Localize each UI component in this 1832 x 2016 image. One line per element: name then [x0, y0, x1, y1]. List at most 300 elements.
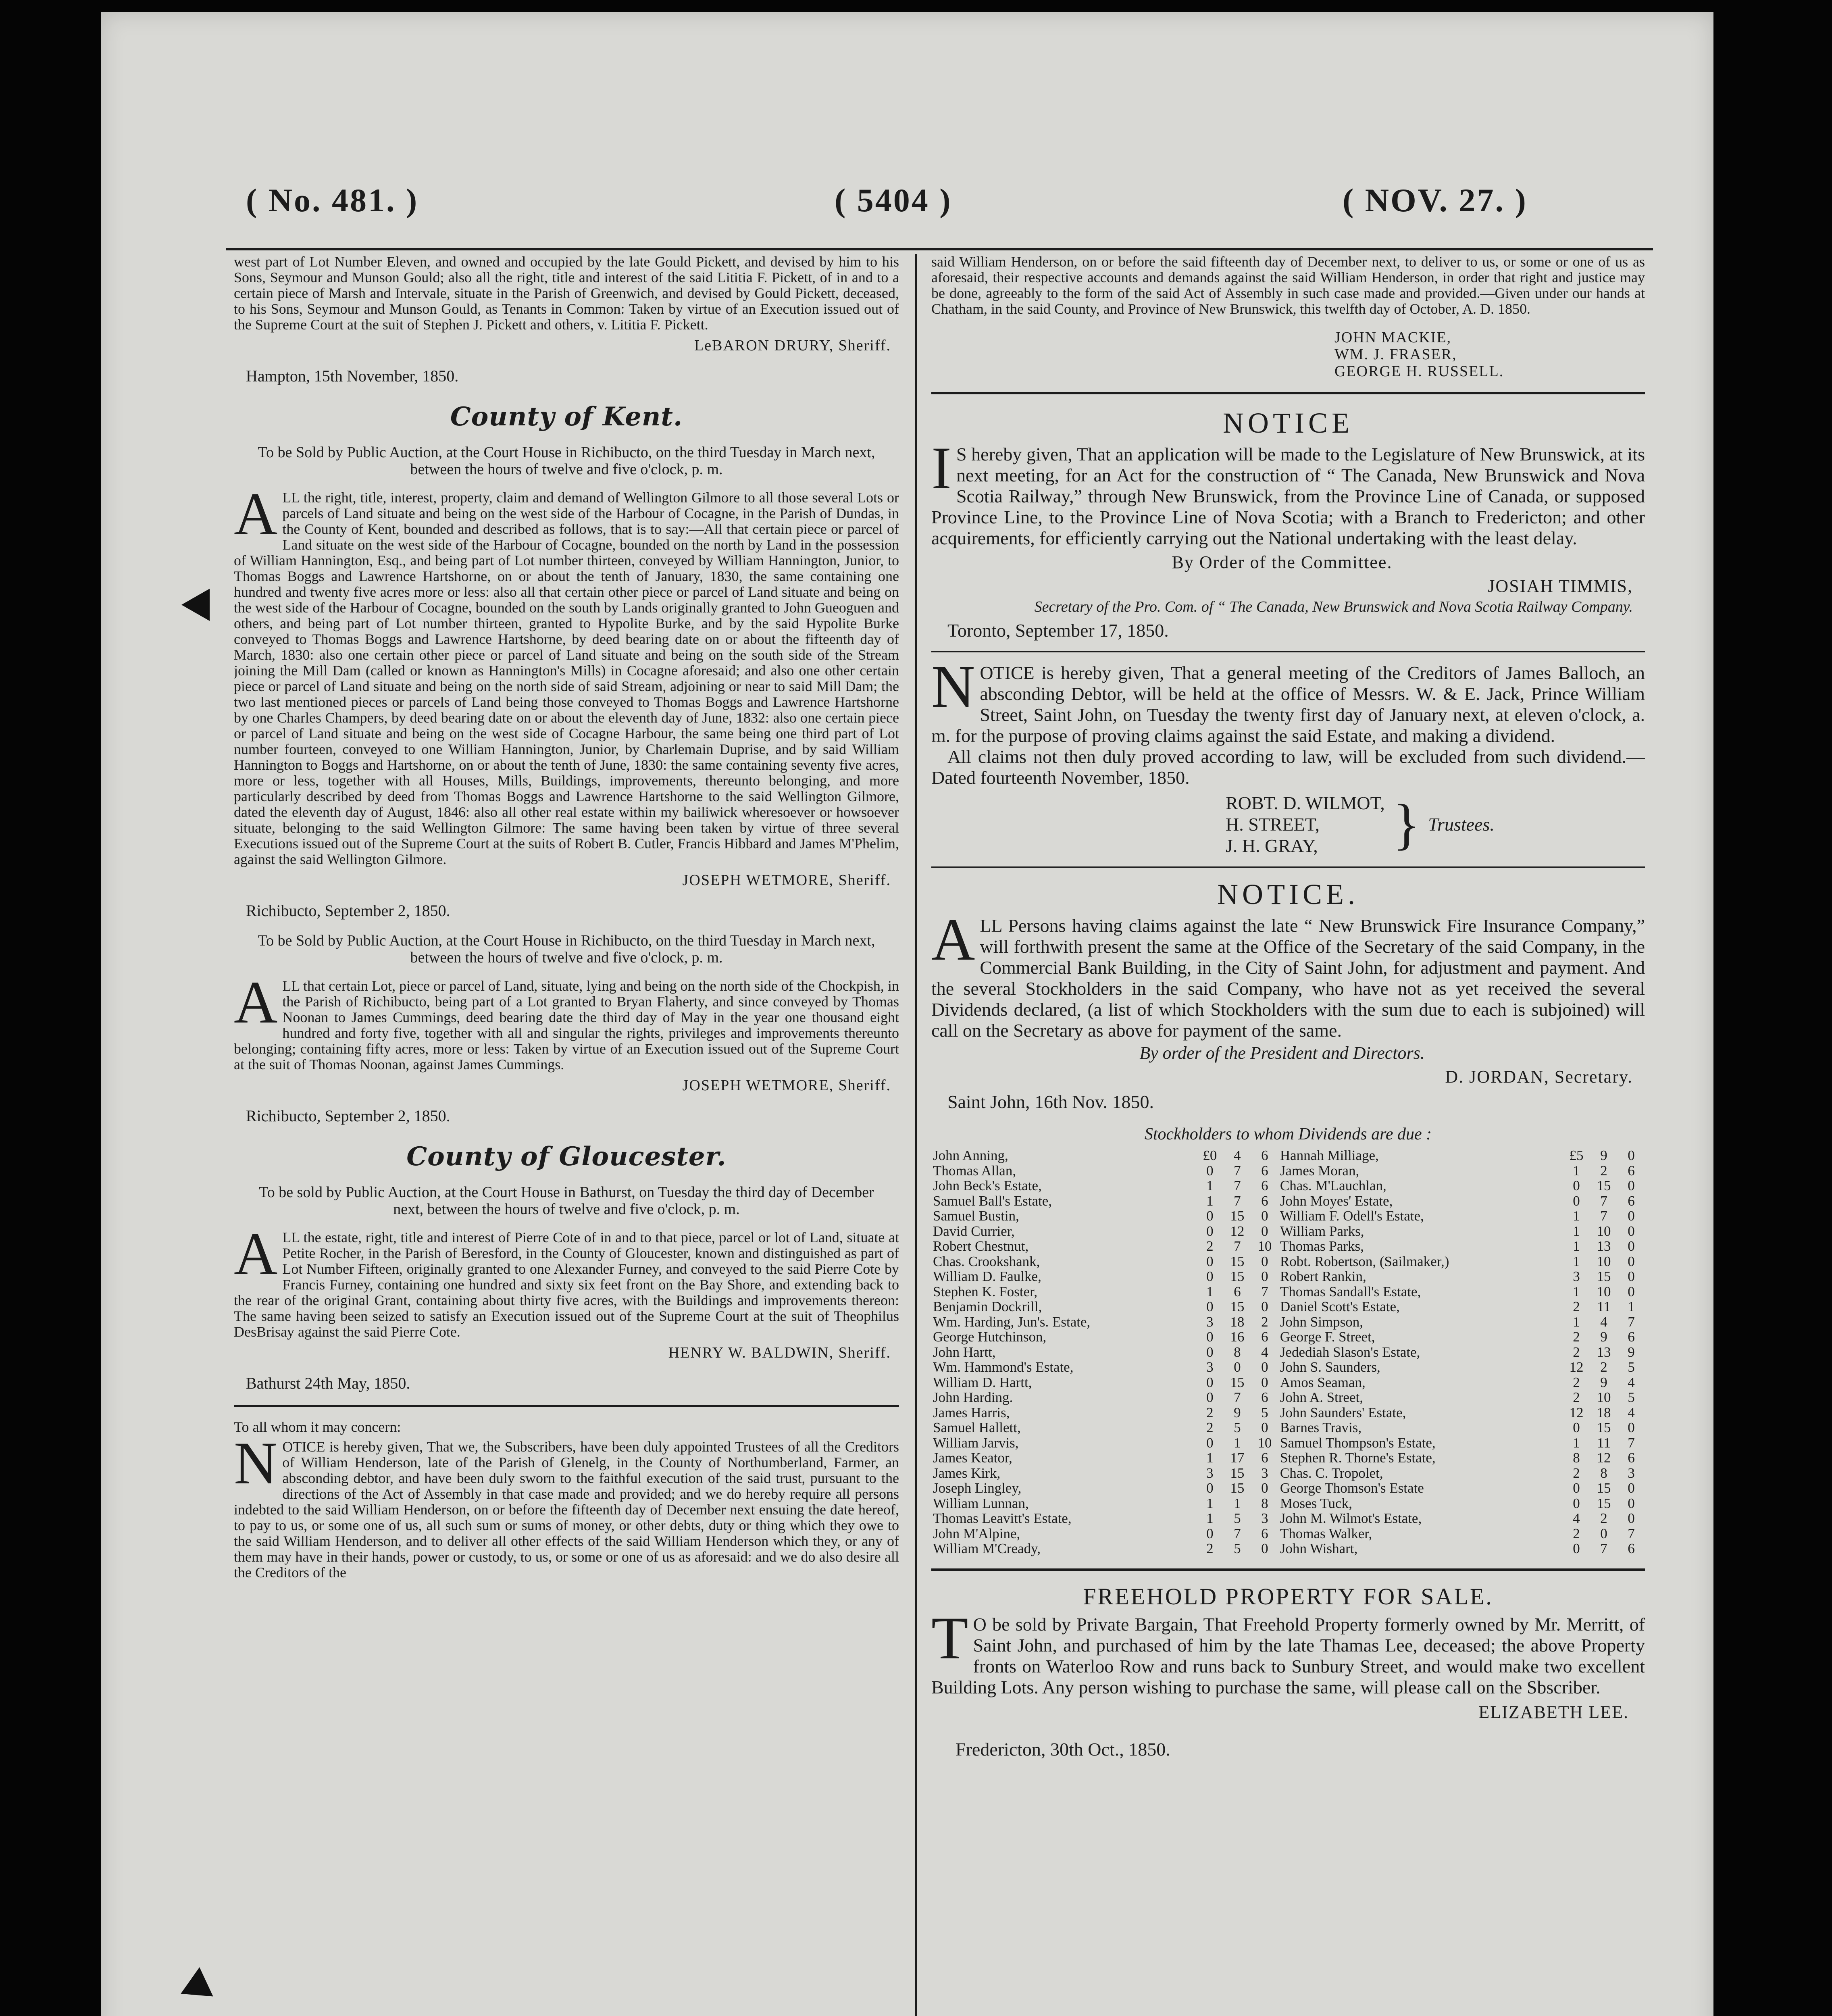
stockholder-name: John S. Saunders, — [1280, 1359, 1380, 1375]
signer: JOHN MACKIE, — [1334, 329, 1451, 346]
notice-date: Bathurst 24th May, 1850. — [246, 1374, 410, 1392]
signer: D. JORDAN, Secretary. — [1445, 1067, 1633, 1087]
trustees-label: Trustees. — [1428, 814, 1495, 835]
dividend-amount: 1 — [1628, 1299, 1635, 1314]
dividend-amount: 18 — [1597, 1404, 1611, 1420]
table-row — [931, 1511, 1645, 1526]
dividend-amount: 9 — [1628, 1344, 1635, 1360]
dividend-amount: 1 — [1206, 1283, 1214, 1300]
dividend-amount: 0 — [1261, 1268, 1268, 1284]
dividend-amount: 10 — [1597, 1389, 1611, 1405]
dividend-amount: 1 — [1206, 1510, 1214, 1526]
dividend-amount: 0 — [1628, 1148, 1635, 1163]
dividend-amount: 9 — [1600, 1374, 1607, 1390]
kent-notices — [234, 402, 899, 1125]
dividend-amount: 11 — [1597, 1299, 1611, 1314]
stockholder-name: Thomas Parks, — [1280, 1238, 1364, 1254]
table-row — [931, 1224, 1645, 1239]
pickett-notice — [234, 254, 899, 385]
dividend-amount: 12 — [1230, 1223, 1245, 1239]
stockholder-name: George Thomson's Estate — [1280, 1480, 1424, 1496]
stockholder-name: David Currier, — [933, 1223, 1015, 1239]
dividend-amount: 7 — [1600, 1541, 1607, 1556]
stockholder-name: James Moran, — [1280, 1162, 1359, 1179]
dividend-amount: 13 — [1597, 1344, 1611, 1360]
dividend-amount: 16 — [1230, 1329, 1245, 1345]
notice-date: Richibucto, September 2, 1850. — [246, 1107, 450, 1125]
dividend-amount: 7 — [1600, 1208, 1607, 1224]
dividend-amount: £5 — [1569, 1148, 1584, 1163]
dividend-amount: 6 — [1628, 1329, 1635, 1345]
stockholder-name: James Harris, — [933, 1404, 1010, 1420]
dividend-amount: 2 — [1573, 1465, 1580, 1481]
dividend-amount: 2 — [1600, 1162, 1607, 1179]
table-row — [931, 1254, 1645, 1269]
dividend-amount: 0 — [1206, 1480, 1214, 1496]
section-rule — [931, 392, 1645, 394]
drop-cap: A — [234, 481, 278, 548]
dividend-amount: 0 — [1261, 1374, 1268, 1390]
freehold-notice — [931, 1583, 1645, 1760]
dividend-amount: 2 — [1206, 1238, 1214, 1254]
dividend-amount: 1 — [1573, 1314, 1580, 1330]
dividend-amount: 15 — [1597, 1268, 1611, 1284]
dividend-amount: 1 — [1573, 1162, 1580, 1179]
dividend-amount: £0 — [1203, 1148, 1217, 1163]
dividend-amount: 0 — [1573, 1193, 1580, 1209]
sheriff-signature: HENRY W. BALDWIN, Sheriff. — [668, 1344, 891, 1361]
dividend-amount: 10 — [1257, 1435, 1272, 1451]
stockholder-name: Stephen R. Thorne's Estate, — [1280, 1450, 1436, 1466]
county-title: County of Kent. — [450, 402, 683, 432]
dividend-amount: 7 — [1234, 1178, 1241, 1193]
dividend-amount: 3 — [1628, 1465, 1635, 1481]
dividend-amount: 0 — [1206, 1208, 1214, 1224]
stockholder-name: Thomas Allan, — [933, 1162, 1016, 1179]
table-row — [931, 1163, 1645, 1179]
table-row — [931, 1360, 1645, 1375]
stockholder-name: John Anning, — [933, 1148, 1008, 1163]
dividend-amount: 15 — [1597, 1420, 1611, 1435]
dividend-amount: 3 — [1206, 1359, 1214, 1375]
section-rule — [931, 651, 1645, 652]
notice-text: I S hereby given, That an application will be made to the Legislature of New Brunswick, at its next meeting, for an Act for the construction of “ The Canada, New Brunswick and Nova Scotia Railway,” through New Brunswick, from the Province Line of Canada, or supposed Province Line, to the Province Line of Nova Scotia; with a Branch to Fredericton; and other acquirements, for efficiently carrying out the National undertaking with the least delay. — [931, 435, 1645, 548]
dividend-amount: 0 — [1206, 1223, 1214, 1239]
table-row — [931, 1299, 1645, 1314]
dividend-amount: 0 — [1206, 1268, 1214, 1284]
notice-text: All claims not then duly proved according to law, will be excluded from such dividend.—Dated fourteenth November, 1850. — [931, 746, 1645, 788]
notice-text: T O be sold by Private Bargain, That Freehold Property formerly owned by Mr. Merritt, of Saint John, and purchased of him by the late Thamas Lee, deceased; the above Property fronts on Waterloo Row and runs back to Sunbury Street, and would make two excellent Building Lots. Any person wishing to purchase the same, will please call on the Sbscriber. — [931, 1604, 1645, 1697]
table-row — [931, 1375, 1645, 1390]
dividend-amount: 0 — [1261, 1359, 1268, 1375]
dividend-amount: 0 — [1261, 1480, 1268, 1496]
sale-lead: To be Sold by Public Auction, at the Court House in Richibucto, on the third Tuesday in March next, between the hours of twelve and five o'clock, p. m. — [258, 932, 875, 966]
notice-text: ALL that certain Lot, piece or parcel of Land, situate, lying and being on the north side of the Chockpish, in the Parish of Richibucto, being part of a Lot granted to Bryan Flaherty, and since conveyed by Thomas Noonan to James Cummings, deed bearing date the third day of May in the year one thousand eight hundred and forty five, together with all and singular the rights, privileges and improvements thereunto belonging; containing fifty acres, more or less: Taken by virtue of an Execution issued out of the Supreme Court at the suit of Thomas Noonan, against James Cummings. — [234, 969, 899, 1073]
dividend-amount: 0 — [1234, 1359, 1241, 1375]
stockholder-name: John M'Alpine, — [933, 1525, 1020, 1541]
dividend-amount: 5 — [1234, 1420, 1241, 1435]
signer: JOSIAH TIMMIS, — [1488, 576, 1633, 596]
dividend-amount: 0 — [1573, 1495, 1580, 1511]
drop-cap: N — [234, 1430, 278, 1497]
header-rule — [226, 248, 1653, 250]
dividend-amount: 15 — [1230, 1299, 1245, 1314]
dividend-amount: 0 — [1628, 1283, 1635, 1300]
dividend-amount: 1 — [1206, 1178, 1214, 1193]
column-divider — [915, 254, 917, 2016]
trustee-name: J. H. GRAY, — [1226, 835, 1318, 856]
balloch-notice — [931, 653, 1645, 856]
stockholder-name: Amos Seaman, — [1280, 1374, 1366, 1390]
stock-title: Stockholders to whom Dividends are due : — [1144, 1125, 1432, 1143]
dividend-amount: 1 — [1234, 1495, 1241, 1511]
sheriff-signature: JOSEPH WETMORE, Sheriff. — [682, 1077, 891, 1094]
sale-lead: To be Sold by Public Auction, at the Court House in Richibucto, on the third Tuesday in March next, between the hours of twelve and five o'clock, p. m. — [258, 444, 875, 478]
stockholder-name: Robert Chestnut, — [933, 1238, 1029, 1254]
table-row — [931, 1345, 1645, 1360]
stockholder-name: William Jarvis, — [933, 1435, 1019, 1451]
trustee-list — [931, 792, 1645, 856]
stockholder-name: Hannah Milliage, — [1280, 1148, 1379, 1163]
dividend-amount: 15 — [1597, 1178, 1611, 1193]
dividend-amount: 4 — [1261, 1344, 1268, 1360]
signer-title: Secretary of the Pro. Com. of “ The Canada, New Brunswick and Nova Scotia Railway Company. — [1034, 598, 1633, 615]
stockholder-name: William Lunnan, — [933, 1495, 1029, 1511]
dividend-amount: 7 — [1234, 1389, 1241, 1405]
dividend-amount: 2 — [1600, 1359, 1607, 1375]
dividend-amount: 9 — [1234, 1404, 1241, 1420]
stockholder-name: John Simpson, — [1280, 1314, 1364, 1330]
notice-text: NOTICE is hereby given, That we, the Subscribers, have been duly appointed Trustees of all the Creditors of William Henderson, late of the Parish of Glenelg, in the County of Northumberland, Farmer, an absconding debtor, and have been duly sworn to the faithful execution of the said trust, pursuant to the directions of the Act of Assembly in that case made and provided; and we do hereby require all persons indebted to the said William Henderson, on or before the fifteenth day of December next ensuing the date hereof, to pay to us, or some one of us, all such sum or sums of money, or other debts, duty or thing which they owe to the said William Henderson, and to deliver all other effects of the said William Henderson which they, or any of them may have in their hands, power or custody, to us, or some or one of us as aforesaid: and we do also desire all the Creditors of the — [234, 1430, 899, 1581]
dividend-amount: 8 — [1600, 1465, 1607, 1481]
trustee-name: H. STREET, — [1226, 814, 1320, 835]
stockholder-name: John Hartt, — [933, 1344, 996, 1360]
salutation: To all whom it may concern: — [234, 1419, 401, 1435]
dividend-amount: 5 — [1234, 1510, 1241, 1526]
sheriff-signature: LeBARON DRURY, Sheriff. — [694, 337, 891, 354]
dividend-amount: 0 — [1573, 1541, 1580, 1556]
stockholder-name: Barnes Travis, — [1280, 1420, 1362, 1435]
dividend-amount: 0 — [1261, 1223, 1268, 1239]
dividend-amount: 4 — [1573, 1510, 1580, 1526]
dividend-amount: 2 — [1573, 1525, 1580, 1541]
dividend-amount: 6 — [1628, 1162, 1635, 1179]
dividend-amount: 9 — [1600, 1329, 1607, 1345]
drop-cap: A — [931, 906, 975, 973]
dividend-amount: 1 — [1573, 1435, 1580, 1451]
county-title: County of Gloucester. — [406, 1141, 727, 1172]
stockholder-name: Chas. C. Tropolet, — [1280, 1465, 1383, 1481]
section-rule — [931, 866, 1645, 868]
notice-text: ALL the estate, right, title and interest of Pierre Cote of in and to that piece, parcel or lot of Land, situate at Petite Rocher, in the Parish of Beresford, in the County of Gloucester, known and distinguished as part of Lot Number Fifteen, originally granted to one Alexander Furney, and conveyed to the said Pierre Cote by Francis Furney, containing one hundred and sixty six feet front on the Bay Shore, and extending back to the rear of the original Grant, containing about thirty five acres, with the Buildings and improvements thereon: The same having been seized to satisfy an Execution issued out of the Supreme Court at the suit of Theophilus DesBrisay against the said Pierre Cote. — [234, 1220, 899, 1340]
dividend-amount: 0 — [1261, 1420, 1268, 1435]
right-column — [931, 254, 1645, 2016]
dividend-amount: 1 — [1573, 1223, 1580, 1239]
stockholder-name: George F. Street, — [1280, 1329, 1375, 1345]
sheriff-signature: JOSEPH WETMORE, Sheriff. — [682, 872, 891, 889]
dividend-amount: 2 — [1573, 1299, 1580, 1314]
dividend-amount: 12 — [1569, 1404, 1584, 1420]
newspaper-page — [101, 12, 1713, 2016]
table-row — [931, 1435, 1645, 1451]
dividend-amount: 15 — [1230, 1480, 1245, 1496]
table-row — [931, 1466, 1645, 1481]
dividend-amount: 1 — [1573, 1238, 1580, 1254]
table-row — [931, 1405, 1645, 1420]
dividend-amount: 10 — [1597, 1253, 1611, 1269]
dividend-amount: 3 — [1206, 1314, 1214, 1330]
dividend-amount: 0 — [1261, 1208, 1268, 1224]
dividend-amount: 0 — [1206, 1253, 1214, 1269]
stockholder-name: Chas. M'Lauchlan, — [1280, 1178, 1386, 1193]
dividend-amount: 5 — [1261, 1404, 1268, 1420]
dividend-amount: 10 — [1597, 1283, 1611, 1300]
section-rule — [931, 1568, 1645, 1571]
dividend-amount: 8 — [1234, 1344, 1241, 1360]
dividend-amount: 11 — [1597, 1435, 1611, 1451]
dividend-amount: 2 — [1206, 1541, 1214, 1556]
dividend-amount: 0 — [1206, 1389, 1214, 1405]
dividend-amount: 0 — [1628, 1480, 1635, 1496]
dividend-amount: 0 — [1573, 1420, 1580, 1435]
dividend-amount: 0 — [1206, 1435, 1214, 1451]
stockholder-name: John Beck's Estate, — [933, 1178, 1042, 1193]
table-row — [931, 1314, 1645, 1330]
dividend-amount: 6 — [1628, 1193, 1635, 1209]
dividend-amount: 3 — [1261, 1465, 1268, 1481]
table-row — [931, 1284, 1645, 1300]
table-row — [931, 1329, 1645, 1345]
table-row — [931, 1208, 1645, 1224]
stockholder-name: William M'Cready, — [933, 1541, 1041, 1556]
dividend-amount: 8 — [1261, 1495, 1268, 1511]
dividend-amount: 0 — [1628, 1208, 1635, 1224]
dividend-amount: 7 — [1234, 1162, 1241, 1179]
table-row — [931, 1541, 1645, 1556]
stockholder-name: Samuel Bustin, — [933, 1208, 1019, 1224]
dividend-amount: 0 — [1628, 1223, 1635, 1239]
stockholder-name: James Kirk, — [933, 1465, 1001, 1481]
dividend-amount: 12 — [1597, 1450, 1611, 1466]
drop-cap: I — [931, 435, 951, 502]
dividend-amount: 6 — [1234, 1283, 1241, 1300]
dividend-amount: 6 — [1261, 1329, 1268, 1345]
dividend-amount: 6 — [1261, 1389, 1268, 1405]
stockholder-name: James Keator, — [933, 1450, 1012, 1466]
stockholder-name: William Parks, — [1280, 1223, 1364, 1239]
henderson-notice — [234, 1419, 899, 1581]
dividend-amount: 8 — [1573, 1450, 1580, 1466]
stockholder-name: William D. Faulke, — [933, 1268, 1041, 1284]
trustee-name: ROBT. D. WILMOT, — [1226, 793, 1385, 813]
table-row — [931, 1193, 1645, 1209]
dividend-amount: 7 — [1234, 1193, 1241, 1209]
dividend-amount: 15 — [1230, 1253, 1245, 1269]
dividend-amount: 0 — [1573, 1480, 1580, 1496]
dividend-amount: 6 — [1261, 1162, 1268, 1179]
stockholder-name: Samuel Hallett, — [933, 1420, 1021, 1435]
dividend-amount: 3 — [1573, 1268, 1580, 1284]
drop-cap: T — [931, 1604, 968, 1672]
dividend-amount: 1 — [1573, 1253, 1580, 1269]
dividend-amount: 2 — [1573, 1329, 1580, 1345]
page-header — [101, 181, 1713, 234]
notice-title: NOTICE — [1223, 407, 1353, 439]
dividend-amount: 2 — [1206, 1420, 1214, 1435]
dividend-amount: 0 — [1206, 1525, 1214, 1541]
notice-date: Toronto, September 17, 1850. — [947, 620, 1169, 641]
section-rule — [234, 1405, 899, 1407]
table-row — [931, 1420, 1645, 1435]
dividend-amount: 2 — [1206, 1404, 1214, 1420]
stockholder-name: William D. Hartt, — [933, 1374, 1032, 1390]
stockholder-name: Thomas Walker, — [1280, 1525, 1372, 1541]
dividend-amount: 0 — [1573, 1178, 1580, 1193]
stockholder-name: William F. Odell's Estate, — [1280, 1208, 1424, 1224]
pointer-mark-icon — [181, 589, 210, 621]
dividend-amount: 0 — [1261, 1253, 1268, 1269]
table-row — [931, 1481, 1645, 1496]
notice-date: Hampton, 15th November, 1850. — [246, 367, 459, 385]
dividend-amount: 6 — [1261, 1450, 1268, 1466]
notice-text: NOTICE is hereby given, That a general meeting of the Creditors of James Balloch, an absconding Debtor, will be held at the office of Messrs. W. & E. Jack, Prince William Street, Saint John, on Tuesday the twenty first day of January next, at eleven o'clock, a. m. for the purpose of proving claims against the said Estate, and making a dividend. — [931, 653, 1645, 746]
dividend-amount: 17 — [1230, 1450, 1245, 1466]
drop-cap: A — [234, 969, 278, 1036]
table-row — [931, 1148, 1645, 1163]
dividend-amount: 6 — [1261, 1178, 1268, 1193]
dividend-amount: 15 — [1230, 1208, 1245, 1224]
table-row — [931, 1178, 1645, 1193]
stockholder-name: Daniel Scott's Estate, — [1280, 1299, 1400, 1314]
stockholder-name: Robt. Robertson, (Sailmaker,) — [1280, 1253, 1449, 1269]
stockholder-name: John Moyes' Estate, — [1280, 1193, 1393, 1209]
order-line: By order of the President and Directors. — [1139, 1043, 1425, 1063]
stockholder-name: Robert Rankin, — [1280, 1268, 1366, 1284]
dividend-amount: 10 — [1597, 1223, 1611, 1239]
dividend-amount: 0 — [1628, 1253, 1635, 1269]
dividend-amount: 18 — [1230, 1314, 1245, 1330]
dividend-amount: 0 — [1261, 1299, 1268, 1314]
issue-date: ( NOV. 27. ) — [1343, 182, 1528, 219]
dividend-amount: 12 — [1569, 1359, 1584, 1375]
railway-notice — [931, 406, 1645, 641]
dividend-amount: 0 — [1628, 1495, 1635, 1511]
dividend-amount: 0 — [1206, 1344, 1214, 1360]
dividend-amount: 4 — [1628, 1374, 1635, 1390]
stockholder-name: Stephen K. Foster, — [933, 1283, 1038, 1300]
pointer-mark-icon — [174, 1967, 213, 2008]
dividend-amount: 15 — [1597, 1480, 1611, 1496]
dividend-amount: 9 — [1600, 1148, 1607, 1163]
dividend-amount: 1 — [1573, 1208, 1580, 1224]
stockholder-name: Moses Tuck, — [1280, 1495, 1352, 1511]
dividend-amount: 6 — [1261, 1148, 1268, 1163]
stockholder-name: Samuel Thompson's Estate, — [1280, 1435, 1436, 1451]
signer: ELIZABETH LEE. — [1478, 1702, 1629, 1722]
dividend-amount: 2 — [1600, 1510, 1607, 1526]
stockholder-name: John Saunders' Estate, — [1280, 1404, 1406, 1420]
stockholder-name: George Hutchinson, — [933, 1329, 1047, 1345]
dividend-amount: 2 — [1573, 1374, 1580, 1390]
dividend-amount: 2 — [1261, 1314, 1268, 1330]
dividend-amount: 0 — [1628, 1420, 1635, 1435]
dividend-amount: 15 — [1597, 1495, 1611, 1511]
dividend-amount: 0 — [1628, 1238, 1635, 1254]
dividend-amount: 2 — [1573, 1344, 1580, 1360]
gloucester-notice — [234, 1141, 899, 1393]
dividend-amount: 6 — [1628, 1541, 1635, 1556]
dividend-amount: 15 — [1230, 1268, 1245, 1284]
dividend-amount: 0 — [1628, 1178, 1635, 1193]
dividend-amount: 7 — [1628, 1525, 1635, 1541]
dividend-amount: 1 — [1206, 1495, 1214, 1511]
dividend-amount: 1 — [1234, 1435, 1241, 1451]
table-row — [931, 1496, 1645, 1511]
notice-text: ALL Persons having claims against the late “ New Brunswick Fire Insurance Company,” will forthwith present the same at the Office of the Secretary of the said Company, in the Commercial Bank Building, in the City of Saint John, for adjustment and payment. And the several Stockholders in the said Company, who have not as yet received the several Dividends declared, (a list of which Stockholders with the sum due to each is subjoined) will call on the Secretary as above for payment of the same. — [931, 906, 1645, 1041]
stockholder-name: Chas. Crookshank, — [933, 1253, 1040, 1269]
dividend-amount: 3 — [1261, 1510, 1268, 1526]
table-row — [931, 1269, 1645, 1284]
stockholder-name: Joseph Lingley, — [933, 1480, 1022, 1496]
henderson-continued — [931, 254, 1645, 380]
dividend-amount: 3 — [1206, 1465, 1214, 1481]
dividend-amount: 7 — [1628, 1314, 1635, 1330]
dividend-amount: 6 — [1261, 1193, 1268, 1209]
drop-cap: N — [931, 653, 975, 720]
left-column — [234, 254, 899, 2016]
brace-icon: } — [1393, 793, 1420, 856]
table-row — [931, 1450, 1645, 1466]
signer: GEORGE H. RUSSELL. — [1334, 363, 1504, 380]
dividend-amount: 6 — [1261, 1525, 1268, 1541]
stockholder-name: John M. Wilmot's Estate, — [1280, 1510, 1422, 1526]
dividend-amount: 6 — [1628, 1450, 1635, 1466]
sale-lead: To be sold by Public Auction, at the Court House in Bathurst, on Tuesday the third day of December next, between the hours of twelve and five o'clock, p. m. — [259, 1184, 874, 1218]
table-row — [931, 1526, 1645, 1541]
stockholder-name: Benjamin Dockrill, — [933, 1299, 1042, 1314]
stockholder-name: Wm. Harding, Jun's. Estate, — [933, 1314, 1091, 1330]
dividend-amount: 4 — [1600, 1314, 1607, 1330]
dividend-amount: 5 — [1628, 1389, 1635, 1405]
dividend-amount: 1 — [1206, 1450, 1214, 1466]
dividend-amount: 0 — [1261, 1541, 1268, 1556]
table-row — [931, 1239, 1645, 1254]
dividend-amount: 0 — [1206, 1329, 1214, 1345]
drop-cap: A — [234, 1220, 278, 1287]
dividend-amount: 1 — [1206, 1193, 1214, 1209]
dividend-amount: 7 — [1628, 1435, 1635, 1451]
stockholder-name: Thomas Leavitt's Estate, — [933, 1510, 1072, 1526]
notice-date: Saint John, 16th Nov. 1850. — [947, 1091, 1154, 1112]
stockholder-name: John A. Street, — [1280, 1389, 1363, 1405]
notice-title: NOTICE. — [1217, 878, 1359, 910]
stockholder-name: Jedediah Slason's Estate, — [1280, 1344, 1420, 1360]
page-number: ( 5404 ) — [835, 182, 952, 219]
notice-title: FREEHOLD PROPERTY FOR SALE. — [1083, 1583, 1493, 1610]
dividend-amount: 0 — [1206, 1299, 1214, 1314]
insurance-notice — [931, 878, 1645, 1556]
dividend-amount: 4 — [1234, 1148, 1241, 1163]
notice-text: west part of Lot Number Eleven, and owned and occupied by the late Gould Pickett, and devised by him to his Sons, Seymour and Munson Gould; also all the right, title and interest of the said Lititia F. Pickett, of in and to a certain piece of Marsh and Intervale, situate in the Parish of Greenwich, and devised by Gould Pickett, deceased, to his Sons, Seymour and Munson Gould, as Tenants in Common: Taken by virtue of an Execution issued out of the Supreme Court at the suit of Stephen J. Pickett and others, v. Lititia F. Pickett. — [234, 254, 899, 333]
dividend-amount: 15 — [1230, 1465, 1245, 1481]
dividend-amount: 7 — [1261, 1283, 1268, 1300]
dividend-amount: 4 — [1628, 1404, 1635, 1420]
signers — [1334, 329, 1645, 380]
stockholder-table — [931, 1148, 1645, 1556]
dividend-amount: 0 — [1628, 1268, 1635, 1284]
signer: WM. J. FRASER, — [1334, 346, 1457, 363]
notice-date: Fredericton, 30th Oct., 1850. — [956, 1739, 1170, 1760]
